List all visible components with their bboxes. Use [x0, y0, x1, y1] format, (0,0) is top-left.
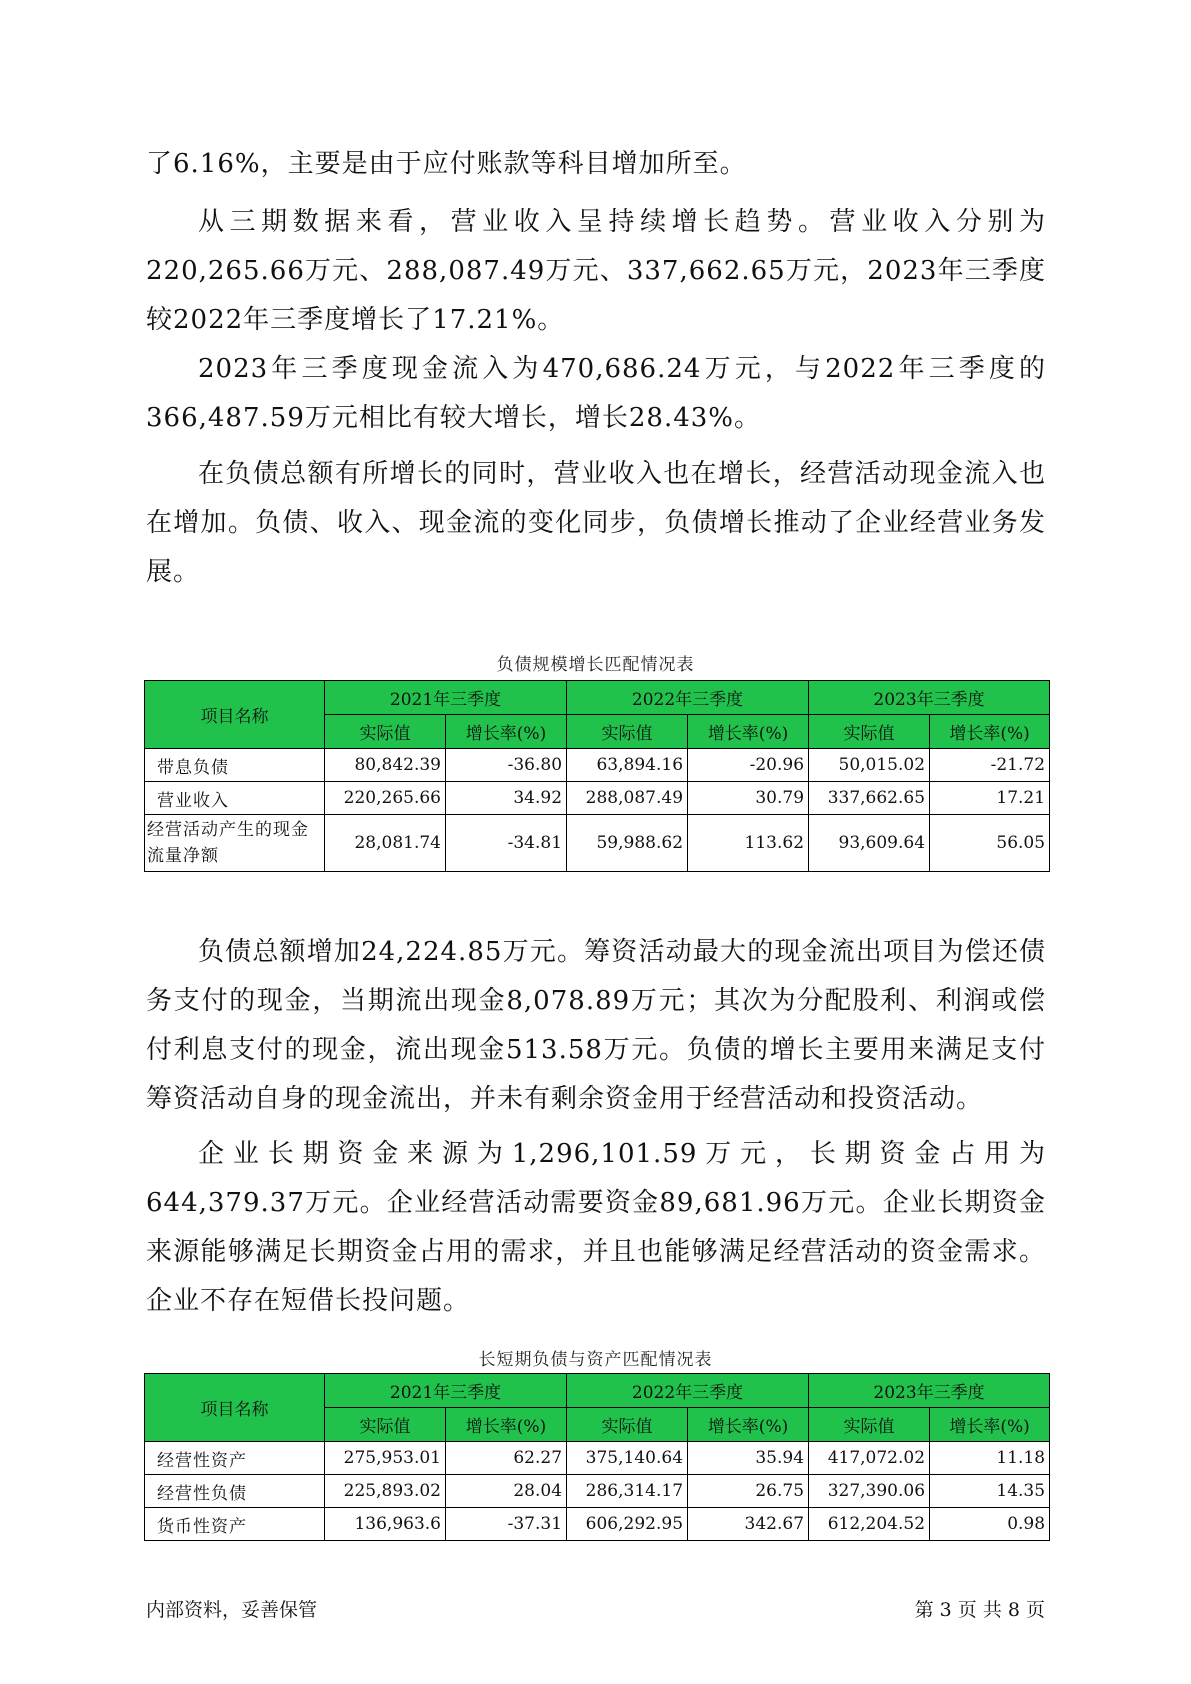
- cell-value: 275,953.01: [325, 1442, 446, 1475]
- cell-value: 606,292.95: [567, 1508, 688, 1541]
- cell-value: 30.79: [688, 782, 809, 815]
- cell-value: -21.72: [930, 749, 1050, 782]
- cell-value: 14.35: [930, 1475, 1050, 1508]
- cell-value: 28.04: [446, 1475, 567, 1508]
- cell-value: 612,204.52: [809, 1508, 930, 1541]
- cell-value: 59,988.62: [567, 815, 688, 872]
- header-period: 2023年三季度: [809, 1374, 1050, 1408]
- cell-value: 0.98: [930, 1508, 1050, 1541]
- footer-page-number: 第 3 页 共 8 页: [914, 1599, 1045, 1621]
- cell-value: 327,390.06: [809, 1475, 930, 1508]
- cell-value: -36.80: [446, 749, 567, 782]
- header-actual: 实际值: [809, 1408, 930, 1442]
- table1-caption: 负债规模增长匹配情况表: [496, 655, 695, 675]
- header-growth: 增长率(%): [688, 1408, 809, 1442]
- row-name: 经营活动产生的现金流量净额: [145, 815, 325, 872]
- cell-value: 288,087.49: [567, 782, 688, 815]
- cell-value: 62.27: [446, 1442, 567, 1475]
- cell-value: 34.92: [446, 782, 567, 815]
- cell-value: 50,015.02: [809, 749, 930, 782]
- table-row: [145, 1442, 1050, 1475]
- liability-asset-table: [144, 1373, 1050, 1541]
- cell-value: 220,265.66: [325, 782, 446, 815]
- header-period: 2021年三季度: [325, 1374, 567, 1408]
- cell-value: -34.81: [446, 815, 567, 872]
- cell-value: 11.18: [930, 1442, 1050, 1475]
- cell-value: 417,072.02: [809, 1442, 930, 1475]
- row-name: 货币性资产: [145, 1508, 325, 1541]
- debt-growth-table: [144, 680, 1050, 872]
- cell-value: 56.05: [930, 815, 1050, 872]
- table-row: [145, 1475, 1050, 1508]
- header-actual: 实际值: [325, 715, 446, 749]
- cell-value: 375,140.64: [567, 1442, 688, 1475]
- cell-value: 63,894.16: [567, 749, 688, 782]
- cell-value: 342.67: [688, 1508, 809, 1541]
- header-period: 2022年三季度: [567, 681, 809, 715]
- header-period: 2022年三季度: [567, 1374, 809, 1408]
- cell-value: -20.96: [688, 749, 809, 782]
- header-growth: 增长率(%): [446, 1408, 567, 1442]
- paragraph-6: 企业长期资金来源为1,296,101.59万元，长期资金占用为644,379.37万元。企业经营活动需要资金89,681.96万元。企业长期资金来源能够满足长期资金占用的需求，并且也能够满足经营活动的资金需求。企业不存在短借长投问题。: [146, 1139, 1046, 1316]
- cell-value: 113.62: [688, 815, 809, 872]
- cell-value: 28,081.74: [325, 815, 446, 872]
- cell-value: 225,893.02: [325, 1475, 446, 1508]
- header-period: 2021年三季度: [325, 681, 567, 715]
- header-actual: 实际值: [567, 715, 688, 749]
- header-item-name: 项目名称: [145, 681, 325, 749]
- header-actual: 实际值: [325, 1408, 446, 1442]
- cell-value: 17.21: [930, 782, 1050, 815]
- cell-value: 286,314.17: [567, 1475, 688, 1508]
- header-growth: 增长率(%): [930, 715, 1050, 749]
- header-actual: 实际值: [809, 715, 930, 749]
- paragraph-1: 了6.16%，主要是由于应付账款等科目增加所至。: [146, 149, 747, 179]
- row-name: 营业收入: [145, 782, 325, 815]
- header-growth: 增长率(%): [930, 1408, 1050, 1442]
- table-row: [145, 749, 1050, 782]
- header-growth: 增长率(%): [688, 715, 809, 749]
- cell-value: 136,963.6: [325, 1508, 446, 1541]
- row-name: 经营性资产: [145, 1442, 325, 1475]
- row-name: 带息负债: [145, 749, 325, 782]
- cell-value: 35.94: [688, 1442, 809, 1475]
- footer-confidential-note: 内部资料，妥善保管: [146, 1599, 318, 1621]
- cell-value: 26.75: [688, 1475, 809, 1508]
- table2-caption: 长短期负债与资产匹配情况表: [478, 1350, 713, 1370]
- header-item-name: 项目名称: [145, 1374, 325, 1442]
- cell-value: 80,842.39: [325, 749, 446, 782]
- cell-value: -37.31: [446, 1508, 567, 1541]
- cell-value: 93,609.64: [809, 815, 930, 872]
- header-actual: 实际值: [567, 1408, 688, 1442]
- paragraph-3: 2023年三季度现金流入为470,686.24万元，与2022年三季度的366,487.59万元相比有较大增长，增长28.43%。: [146, 354, 1046, 433]
- cell-value: 337,662.65: [809, 782, 930, 815]
- table-row: [145, 815, 1050, 872]
- header-period: 2023年三季度: [809, 681, 1050, 715]
- paragraph-4: 在负债总额有所增长的同时，营业收入也在增长，经营活动现金流入也在增加。负债、收入、现金流的变化同步，负债增长推动了企业经营业务发展。: [146, 459, 1046, 587]
- paragraph-5: 负债总额增加24,224.85万元。筹资活动最大的现金流出项目为偿还债务支付的现金，当期流出现金8,078.89万元；其次为分配股利、利润或偿付利息支付的现金，流出现金513.58万元。负债的增长主要用来满足支付筹资活动自身的现金流出，并未有剩余资金用于经营活动和投资活动。: [146, 937, 1046, 1114]
- table-row: [145, 1508, 1050, 1541]
- paragraph-2: 从三期数据来看，营业收入呈持续增长趋势。营业收入分别为220,265.66万元、288,087.49万元、337,662.65万元，2023年三季度较2022年三季度增长了17.21%。: [146, 207, 1046, 335]
- table-row: [145, 782, 1050, 815]
- row-name: 经营性负债: [145, 1475, 325, 1508]
- header-growth: 增长率(%): [446, 715, 567, 749]
